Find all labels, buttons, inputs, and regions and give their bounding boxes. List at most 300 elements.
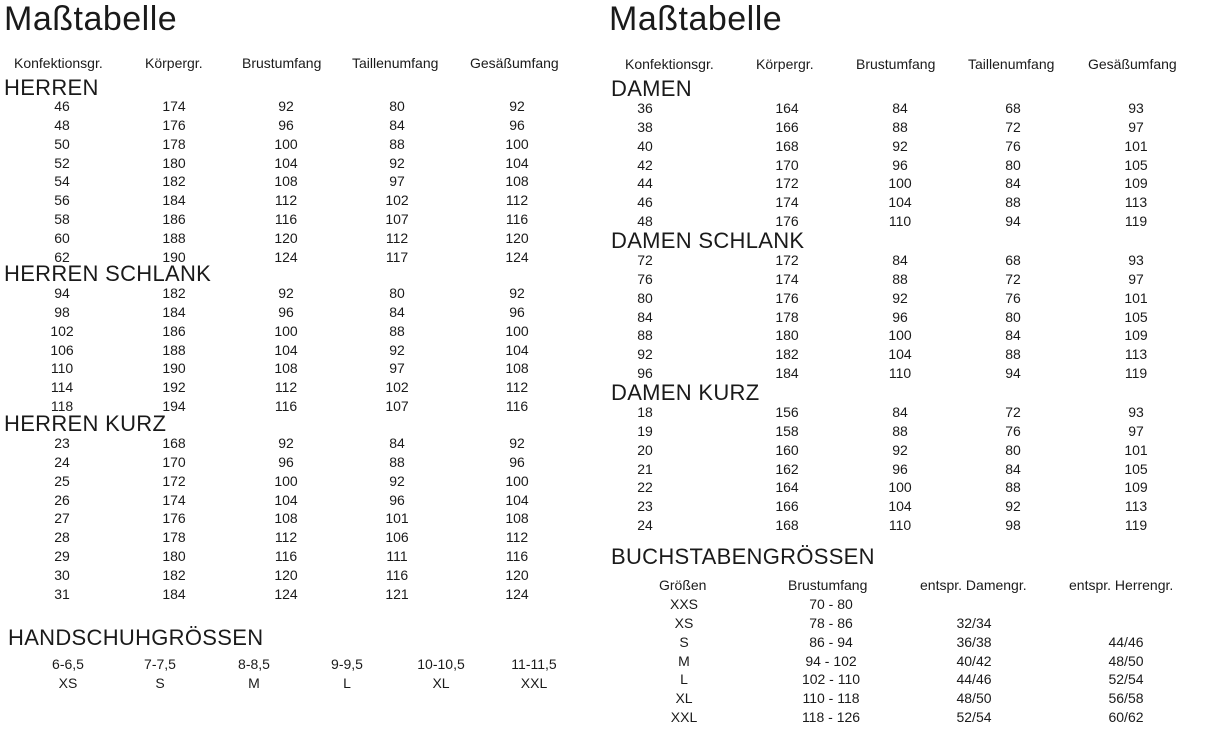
col-header-damengr: entspr. Damengr. xyxy=(920,577,1027,593)
table-row xyxy=(604,595,1204,614)
table-cell: 194 xyxy=(162,398,186,415)
table-cell: 168 xyxy=(162,435,186,451)
glove-size: 7-7,5 xyxy=(144,656,176,672)
table-herren xyxy=(0,97,590,267)
table-cell: XL xyxy=(675,690,693,707)
table-cell: 97 xyxy=(1128,422,1144,439)
table-cell: 48 xyxy=(54,116,70,133)
table-cell: 97 xyxy=(1128,118,1144,135)
table-cell: 92 xyxy=(389,472,405,489)
table-buchstabengroessen xyxy=(604,595,1204,727)
table-cell: 42 xyxy=(637,156,653,173)
table-cell: 29 xyxy=(54,548,70,565)
table-cell: 102 xyxy=(385,379,409,396)
table-cell: 190 xyxy=(162,248,186,265)
section-title-handschuhgroessen: HANDSCHUHGRÖSSEN xyxy=(8,625,264,650)
table-row xyxy=(604,422,1204,441)
table-row xyxy=(0,434,590,453)
section-title-herren-schlank: HERREN SCHLANK xyxy=(4,261,212,286)
table-cell: 188 xyxy=(162,229,186,246)
table-cell: 23 xyxy=(54,435,70,451)
table-cell: 97 xyxy=(389,360,405,377)
table-cell: 54 xyxy=(54,173,70,190)
table-cell: 112 xyxy=(505,529,529,546)
table-row xyxy=(0,135,590,154)
table-cell: 100 xyxy=(888,175,912,192)
table-row xyxy=(0,172,590,191)
table-cell: 36 xyxy=(637,100,653,116)
table-row xyxy=(0,585,590,604)
col-header-gesaessumfang: Gesäßumfang xyxy=(470,55,559,71)
table-cell: 121 xyxy=(385,585,409,602)
table-cell: 182 xyxy=(162,173,186,190)
section-title-damen-schlank: DAMEN SCHLANK xyxy=(611,228,805,253)
col-header-brustumfang: Brustumfang xyxy=(856,56,936,72)
table-row xyxy=(0,472,590,491)
table-cell: 52/54 xyxy=(1108,671,1144,688)
table-cell: 124 xyxy=(274,248,298,265)
table-cell: 102 - 110 xyxy=(801,671,861,688)
table-herren-schlank xyxy=(0,284,590,416)
table-cell: 97 xyxy=(389,173,405,190)
table-cell: 100 xyxy=(888,479,912,496)
table-row xyxy=(604,251,1204,270)
table-cell: 80 xyxy=(389,98,405,114)
table-cell: 178 xyxy=(775,308,799,325)
table-herren-kurz xyxy=(0,434,590,604)
table-cell: 18 xyxy=(637,404,653,420)
table-cell: 106 xyxy=(50,341,74,358)
table-cell: 119 xyxy=(1124,213,1148,230)
section-title-herren-kurz: HERREN KURZ xyxy=(4,411,167,436)
table-cell: 92 xyxy=(509,98,525,114)
table-cell: 50 xyxy=(54,135,70,152)
table-cell: 44/46 xyxy=(956,671,992,688)
glove-letter: XXL xyxy=(520,674,548,691)
col-header-brustumfang: Brustumfang xyxy=(242,55,322,71)
table-cell: 120 xyxy=(505,229,529,246)
table-cell: 112 xyxy=(385,229,409,246)
table-cell: 176 xyxy=(162,510,186,527)
table-cell: 101 xyxy=(1124,137,1148,154)
table-row xyxy=(0,116,590,135)
table-row xyxy=(0,154,590,173)
table-row xyxy=(604,708,1204,727)
table-cell: 80 xyxy=(637,289,653,306)
table-cell: 118 - 126 xyxy=(801,709,861,726)
table-cell: 176 xyxy=(162,116,186,133)
table-cell: 23 xyxy=(637,498,653,515)
table-cell: 184 xyxy=(162,303,186,320)
section-title-damen-kurz: DAMEN KURZ xyxy=(611,380,760,405)
table-row xyxy=(604,633,1204,652)
table-cell: 92 xyxy=(278,435,294,451)
table-row xyxy=(0,191,590,210)
table-cell: 72 xyxy=(1005,270,1021,287)
table-cell: 100 xyxy=(505,135,529,152)
section-title-damen: DAMEN xyxy=(611,76,692,101)
table-cell: 182 xyxy=(162,566,186,583)
col-header-taillenumfang: Taillenumfang xyxy=(352,55,439,71)
table-row xyxy=(0,566,590,585)
table-cell: 108 xyxy=(505,173,529,190)
table-cell: 32/34 xyxy=(956,614,992,631)
table-row xyxy=(604,345,1204,364)
table-cell: 104 xyxy=(274,491,298,508)
table-cell: 88 xyxy=(1005,479,1021,496)
table-row xyxy=(0,674,590,693)
table-cell: 178 xyxy=(162,529,186,546)
table-cell: 88 xyxy=(389,135,405,152)
table-cell: 113 xyxy=(1124,498,1148,515)
table-cell: 92 xyxy=(389,341,405,358)
table-cell: 116 xyxy=(274,548,298,565)
table-cell: 88 xyxy=(892,118,908,135)
table-handschuhgroessen xyxy=(0,655,590,693)
table-cell: 110 xyxy=(888,365,912,382)
table-cell: 80 xyxy=(1005,441,1021,458)
table-cell: 24 xyxy=(54,453,70,470)
table-cell: 100 xyxy=(888,327,912,344)
table-row xyxy=(0,359,590,378)
table-cell: 92 xyxy=(892,441,908,458)
table-cell: 96 xyxy=(892,308,908,325)
table-cell: 118 xyxy=(50,398,74,415)
table-cell: 109 xyxy=(1124,479,1148,496)
table-cell: 84 xyxy=(637,308,653,325)
table-cell: 100 xyxy=(274,135,298,152)
table-row xyxy=(604,652,1204,671)
table-cell: 86 - 94 xyxy=(809,633,853,650)
table-cell: 84 xyxy=(892,404,908,420)
table-cell: 174 xyxy=(162,98,186,114)
table-cell: 120 xyxy=(274,229,298,246)
table-cell: 84 xyxy=(892,100,908,116)
table-cell: 178 xyxy=(162,135,186,152)
col-header-gesaessumfang: Gesäßumfang xyxy=(1088,56,1177,72)
table-cell: 76 xyxy=(637,270,653,287)
page-title: Maßtabelle xyxy=(4,0,178,38)
table-cell: 107 xyxy=(385,211,409,228)
table-cell: 25 xyxy=(54,472,70,489)
table-cell: 105 xyxy=(1124,460,1148,477)
table-cell: 116 xyxy=(274,398,298,415)
table-cell: 112 xyxy=(274,379,298,396)
table-row xyxy=(604,460,1204,479)
table-cell: 190 xyxy=(162,360,186,377)
table-row xyxy=(604,270,1204,289)
table-cell: 104 xyxy=(505,491,529,508)
table-cell: M xyxy=(678,652,690,669)
table-cell: 88 xyxy=(389,322,405,339)
table-cell: 72 xyxy=(637,252,653,268)
table-cell: 106 xyxy=(385,529,409,546)
table-cell: 48/50 xyxy=(956,690,992,707)
table-cell: 180 xyxy=(162,154,186,171)
table-cell: 176 xyxy=(775,213,799,230)
table-cell: XS xyxy=(674,614,694,631)
table-cell: 116 xyxy=(505,548,529,565)
table-cell: 102 xyxy=(50,322,74,339)
col-header-koerpergr: Körpergr. xyxy=(756,56,814,72)
table-row xyxy=(0,303,590,322)
table-row xyxy=(604,670,1204,689)
table-row xyxy=(604,174,1204,193)
table-cell: 19 xyxy=(637,422,653,439)
table-cell: 72 xyxy=(1005,118,1021,135)
table-cell: 170 xyxy=(775,156,799,173)
table-cell: 93 xyxy=(1128,252,1144,268)
table-cell: 93 xyxy=(1128,404,1144,420)
table-cell: 58 xyxy=(54,211,70,228)
table-row xyxy=(604,156,1204,175)
table-cell: 92 xyxy=(509,435,525,451)
table-cell: 184 xyxy=(775,365,799,382)
table-cell: 186 xyxy=(162,322,186,339)
table-cell: 28 xyxy=(54,529,70,546)
table-damen-kurz xyxy=(604,403,1204,535)
table-cell: 104 xyxy=(505,341,529,358)
table-cell: 92 xyxy=(637,346,653,363)
table-cell: 100 xyxy=(505,322,529,339)
table-cell: 174 xyxy=(775,270,799,287)
table-cell: 72 xyxy=(1005,404,1021,420)
table-row xyxy=(0,322,590,341)
table-cell: 124 xyxy=(505,248,529,265)
table-cell: 109 xyxy=(1124,327,1148,344)
table-cell: 113 xyxy=(1124,346,1148,363)
table-cell: 107 xyxy=(385,398,409,415)
table-cell: 94 xyxy=(1005,213,1021,230)
table-cell: L xyxy=(680,671,688,688)
table-cell: 96 xyxy=(278,303,294,320)
table-cell: 97 xyxy=(1128,270,1144,287)
table-cell: 170 xyxy=(162,453,186,470)
table-cell: 94 - 102 xyxy=(805,652,857,669)
glove-size: 8-8,5 xyxy=(238,656,270,672)
table-cell: 96 xyxy=(278,116,294,133)
table-cell: 96 xyxy=(509,453,525,470)
table-cell: 112 xyxy=(505,192,529,209)
table-row xyxy=(604,441,1204,460)
table-cell: 76 xyxy=(1005,422,1021,439)
glove-letter: L xyxy=(343,674,351,691)
table-cell: 84 xyxy=(1005,327,1021,344)
table-row xyxy=(604,193,1204,212)
table-cell: 92 xyxy=(892,137,908,154)
table-cell: 104 xyxy=(274,341,298,358)
table-cell: 100 xyxy=(274,472,298,489)
table-cell: 38 xyxy=(637,118,653,135)
table-cell: 168 xyxy=(775,517,799,534)
table-cell: 96 xyxy=(892,460,908,477)
table-cell: 44 xyxy=(637,175,653,192)
table-cell: 98 xyxy=(1005,517,1021,534)
col-header-taillenumfang: Taillenumfang xyxy=(968,56,1055,72)
table-row xyxy=(0,655,590,674)
table-cell: 26 xyxy=(54,491,70,508)
table-row xyxy=(0,453,590,472)
glove-size: 9-9,5 xyxy=(331,656,363,672)
table-cell: 52 xyxy=(54,154,70,171)
table-cell: 120 xyxy=(274,566,298,583)
table-cell: 60 xyxy=(54,229,70,246)
glove-size: 6-6,5 xyxy=(52,656,84,672)
table-cell: 24 xyxy=(637,517,653,534)
table-cell: 172 xyxy=(162,472,186,489)
table-cell: 192 xyxy=(162,379,186,396)
table-cell: 48/50 xyxy=(1108,652,1144,669)
col-header-herrengr: entspr. Herrengr. xyxy=(1069,577,1174,593)
table-cell: 96 xyxy=(389,491,405,508)
table-cell: 104 xyxy=(274,154,298,171)
table-cell: 92 xyxy=(892,289,908,306)
table-cell: 92 xyxy=(509,285,525,301)
table-cell: XXL xyxy=(670,709,698,726)
table-cell: 108 xyxy=(505,510,529,527)
table-cell: 166 xyxy=(775,498,799,515)
table-cell: 68 xyxy=(1005,100,1021,116)
table-cell: 100 xyxy=(505,472,529,489)
table-cell: 21 xyxy=(637,460,653,477)
table-cell: 60/62 xyxy=(1108,709,1144,726)
table-cell: 182 xyxy=(775,346,799,363)
table-cell: 108 xyxy=(274,360,298,377)
table-cell: 56 xyxy=(54,192,70,209)
table-cell: 108 xyxy=(505,360,529,377)
table-cell: 116 xyxy=(385,566,409,583)
table-cell: 114 xyxy=(50,379,74,396)
table-cell: 96 xyxy=(509,303,525,320)
table-row xyxy=(604,689,1204,708)
table-cell: 84 xyxy=(389,116,405,133)
table-row xyxy=(0,97,590,116)
table-cell: 88 xyxy=(892,422,908,439)
table-row xyxy=(0,547,590,566)
table-cell: 124 xyxy=(274,585,298,602)
table-cell: 116 xyxy=(274,211,298,228)
table-row xyxy=(0,229,590,248)
col-header-konfektionsgr: Konfektionsgr. xyxy=(14,55,103,71)
table-cell: 104 xyxy=(888,498,912,515)
table-cell: 56/58 xyxy=(1108,690,1144,707)
table-cell: 94 xyxy=(1005,365,1021,382)
table-cell: 92 xyxy=(278,98,294,114)
section-title-buchstabengroessen: BUCHSTABENGRÖSSEN xyxy=(611,544,875,569)
glove-size: 11-11,5 xyxy=(511,656,557,672)
table-row xyxy=(0,210,590,229)
table-cell: 116 xyxy=(505,211,529,228)
table-cell: 88 xyxy=(389,453,405,470)
glove-letter: XL xyxy=(432,674,450,691)
table-damen-schlank xyxy=(604,251,1204,383)
table-cell: 111 xyxy=(386,548,408,565)
table-cell: 110 xyxy=(50,360,74,377)
table-cell: 164 xyxy=(775,479,799,496)
table-cell: 102 xyxy=(385,192,409,209)
glove-size: 10-10,5 xyxy=(417,656,465,672)
table-cell: 98 xyxy=(54,303,70,320)
table-cell: 108 xyxy=(274,173,298,190)
table-cell: 182 xyxy=(162,285,186,301)
table-cell: 120 xyxy=(505,566,529,583)
table-cell: 184 xyxy=(162,585,186,602)
table-row xyxy=(604,403,1204,422)
table-cell: 110 xyxy=(888,517,912,534)
table-cell: 92 xyxy=(389,154,405,171)
table-row xyxy=(604,497,1204,516)
table-cell: 62 xyxy=(54,248,70,265)
table-cell: 88 xyxy=(637,327,653,344)
table-cell: 76 xyxy=(1005,289,1021,306)
table-cell: 110 xyxy=(888,213,912,230)
table-cell: 172 xyxy=(775,175,799,192)
table-row xyxy=(604,326,1204,345)
section-title-herren: HERREN xyxy=(4,75,99,100)
table-cell: 88 xyxy=(1005,346,1021,363)
table-cell: 31 xyxy=(54,585,70,602)
table-cell: 84 xyxy=(1005,460,1021,477)
table-cell: 96 xyxy=(509,116,525,133)
table-row xyxy=(0,509,590,528)
glove-letter: XS xyxy=(58,674,78,691)
table-cell: 105 xyxy=(1124,308,1148,325)
table-cell: 104 xyxy=(505,154,529,171)
table-cell: 176 xyxy=(775,289,799,306)
table-cell: 108 xyxy=(274,510,298,527)
table-cell: 40 xyxy=(637,137,653,154)
table-cell: 188 xyxy=(162,341,186,358)
table-cell: 27 xyxy=(54,510,70,527)
table-cell: S xyxy=(679,633,689,650)
table-cell: 104 xyxy=(888,194,912,211)
table-cell: 116 xyxy=(505,398,529,415)
table-cell: 109 xyxy=(1124,175,1148,192)
table-cell: 80 xyxy=(389,285,405,301)
table-cell: 156 xyxy=(775,404,799,420)
table-cell: 100 xyxy=(274,322,298,339)
table-cell: 84 xyxy=(1005,175,1021,192)
table-cell: 88 xyxy=(1005,194,1021,211)
table-cell: 168 xyxy=(775,137,799,154)
table-row xyxy=(604,289,1204,308)
table-cell: 44/46 xyxy=(1108,633,1144,650)
col-header-konfektionsgr: Konfektionsgr. xyxy=(625,56,714,72)
table-cell: 119 xyxy=(1124,517,1148,534)
table-row xyxy=(0,528,590,547)
table-row xyxy=(604,118,1204,137)
table-cell: 96 xyxy=(637,365,653,382)
table-cell: 112 xyxy=(274,192,298,209)
table-cell: 174 xyxy=(775,194,799,211)
table-cell: 80 xyxy=(1005,156,1021,173)
table-cell: 158 xyxy=(775,422,799,439)
table-cell: 186 xyxy=(162,211,186,228)
table-row xyxy=(604,137,1204,156)
table-row xyxy=(0,491,590,510)
col-header-groessen: Größen xyxy=(659,577,707,593)
table-cell: 112 xyxy=(274,529,298,546)
table-cell: 160 xyxy=(775,441,799,458)
table-cell: 174 xyxy=(162,491,186,508)
table-row xyxy=(604,614,1204,633)
table-cell: 104 xyxy=(888,346,912,363)
table-cell: 46 xyxy=(637,194,653,211)
table-cell: 166 xyxy=(775,118,799,135)
table-row xyxy=(0,341,590,360)
table-cell: 117 xyxy=(385,248,409,265)
table-cell: 20 xyxy=(637,441,653,458)
